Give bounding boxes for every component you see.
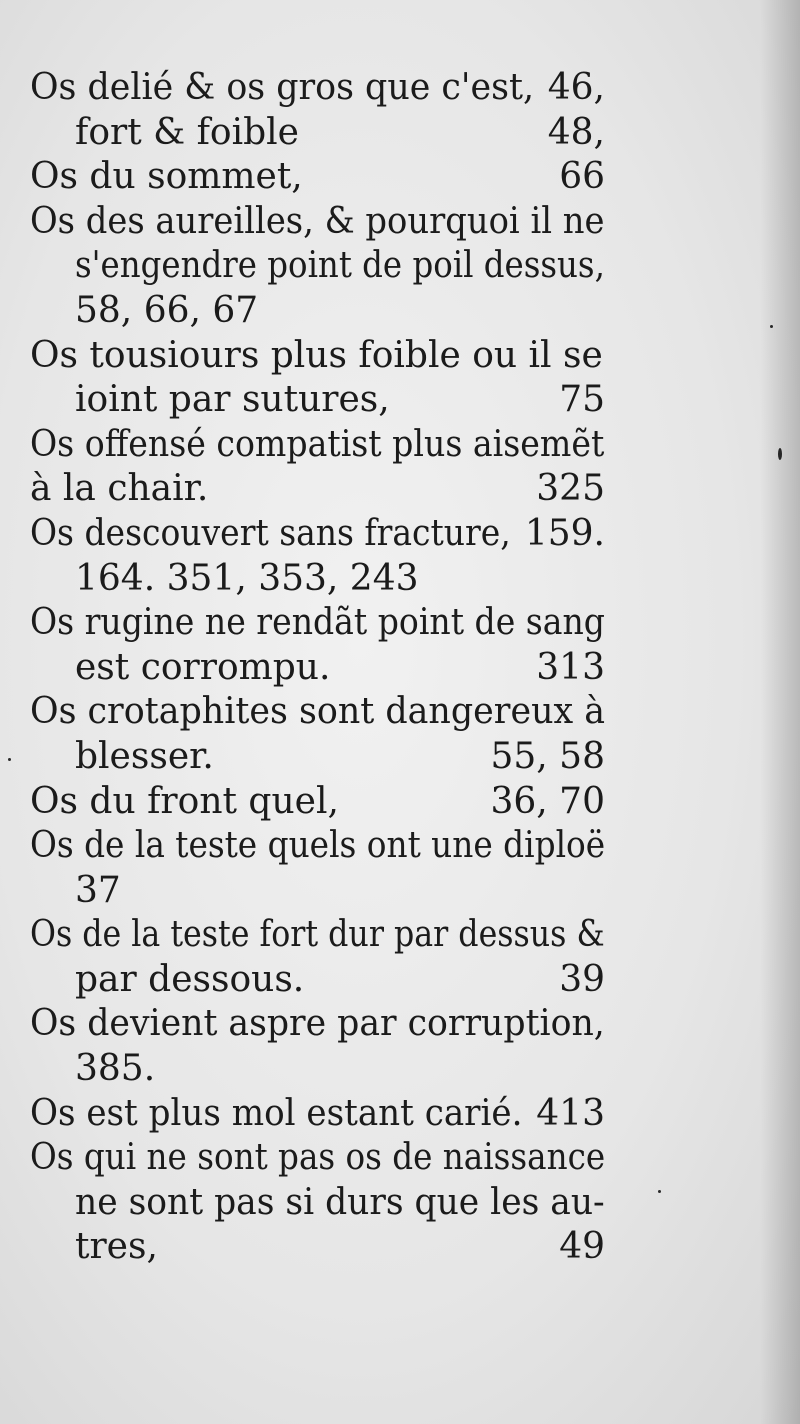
index-text: ne sont pas si durs que les au- — [75, 1181, 605, 1223]
index-text: Os descouvert sans fracture, — [30, 512, 511, 554]
index-text: Os devient aspre par corruption, — [30, 1003, 605, 1045]
index-line — [30, 1092, 605, 1137]
index-line — [30, 1136, 605, 1181]
page-reference: 39 — [559, 958, 605, 1000]
page-reference: 49 — [559, 1226, 605, 1268]
ink-speck — [8, 758, 11, 761]
index-text: Os crotaphites sont dangereux à — [30, 691, 606, 733]
index-line — [30, 200, 605, 245]
index-text: blesser. — [75, 735, 214, 777]
index-line — [30, 780, 605, 825]
page-reference: 46, — [547, 67, 605, 108]
index-line — [30, 557, 605, 602]
index-line — [30, 378, 605, 423]
index-text: Os de la teste quels ont une diploë — [30, 825, 606, 867]
index-line — [30, 735, 605, 780]
index-line — [30, 512, 605, 557]
index-line — [30, 244, 605, 289]
index-line — [30, 1181, 605, 1226]
page-reference: 48, — [547, 111, 605, 153]
index-line — [30, 869, 605, 914]
index-line — [30, 824, 605, 869]
index-text: ioint par sutures, — [75, 379, 390, 421]
ink-speck — [770, 325, 773, 328]
index-text: Os tousiours plus foible ou il se — [30, 334, 603, 376]
page-reference: 36, 70 — [490, 780, 605, 822]
index-line — [30, 289, 605, 334]
index-text: 385. — [75, 1048, 156, 1090]
index-line — [30, 423, 605, 468]
index-text: par dessous. — [75, 958, 305, 1000]
index-text: 58, 66, 67 — [75, 289, 259, 331]
index-line — [30, 958, 605, 1003]
page-reference: 413 — [536, 1092, 605, 1134]
index-line — [30, 1047, 605, 1092]
index-text: Os du sommet, — [30, 156, 303, 198]
index-text: s'engendre point de poil dessus, — [75, 245, 605, 287]
index-line — [30, 690, 605, 735]
index-text: Os offensé compatist plus aisemẽt — [30, 423, 605, 465]
index-text: est corrompu. — [75, 646, 331, 688]
index-text: Os des aureilles, & pourquoi il ne — [30, 200, 605, 242]
page-reference: 313 — [536, 646, 605, 688]
ink-speck — [778, 448, 782, 460]
index-line — [30, 1225, 605, 1270]
index-text: 164. 351, 353, 243 — [75, 557, 419, 599]
index-text: tres, — [75, 1226, 158, 1268]
index-line — [30, 66, 605, 111]
index-text: 37 — [75, 869, 121, 911]
page-reference: 325 — [536, 468, 605, 510]
ink-speck — [658, 1190, 661, 1193]
index-list — [30, 66, 605, 1270]
index-line — [30, 1002, 605, 1047]
index-text: Os qui ne sont pas os de naissance — [30, 1137, 606, 1179]
index-text: fort & foible — [75, 111, 299, 153]
page-reference: 55, 58 — [490, 735, 605, 777]
index-line — [30, 111, 605, 156]
index-text: Os du front quel, — [30, 780, 339, 822]
page-reference: 159. — [524, 512, 605, 554]
index-text: Os delié & os gros que c'est, — [30, 67, 535, 108]
index-line — [30, 601, 605, 646]
page-reference: 66 — [559, 156, 605, 198]
index-line — [30, 913, 605, 958]
index-line — [30, 334, 605, 379]
index-text: Os rugine ne rendãt point de sang — [30, 602, 605, 644]
index-text: à la chair. — [30, 468, 209, 510]
index-line — [30, 155, 605, 200]
page-reference: 75 — [559, 379, 605, 421]
index-line — [30, 646, 605, 691]
index-text: Os de la teste fort dur par dessus & — [30, 914, 605, 956]
index-text: Os est plus mol estant carié. — [30, 1092, 523, 1134]
index-line — [30, 467, 605, 512]
